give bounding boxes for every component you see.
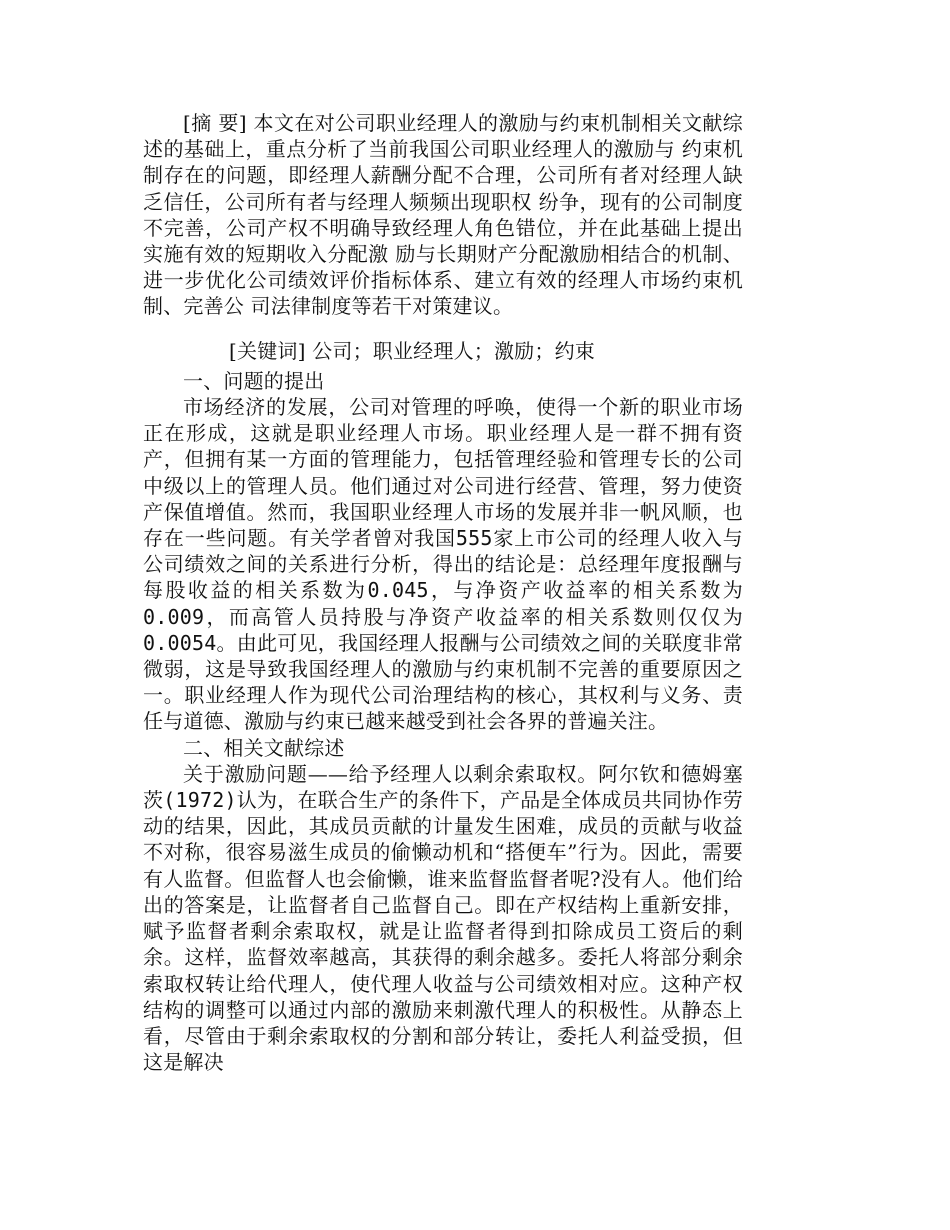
section-heading-2: 二、相关文献综述 (183, 735, 345, 760)
section-heading-1: 一、问题的提出 (183, 368, 325, 393)
abstract-paragraph (143, 110, 743, 320)
keywords-label: [关键词] (229, 338, 306, 363)
number-text: 555 (455, 526, 493, 551)
abstract-label: [摘 要] (183, 111, 247, 135)
abstract-text: 本文在对公司职业经理人的激励与约束机制相关文献综述的基础上，重点分析了当前我国公司职业经理人的激励与 约束机制存在的问题，即经理人薪酬分配不合理，公司所有者对经理人缺乏信任，公司所有者与经理人频频出现职权 纷争，现有的公司制度不完善，公司产权不明确导致经理人角色错位，并在此基础上提出实施有效的短期收入分配激 励与长期财产分配激励相结合的机制、进一步优化公司绩效评价指标体系、建立有效的经理人市场约束机制、完善公 司法律制度等若干对策建议。 (143, 111, 743, 319)
number-text: 0.045 (367, 578, 429, 603)
body-text: 认为，在联合生产的条件下，产品是全体成员共同协作劳动的结果，因此，其成员贡献的计量发生困难，成员的贡献与收益不对称，很容易滋生成员的偷懒动机和“搭便车”行为。因此，需要有人监督。但监督人也会偷懒，谁来监督监督者呢?没有人。他们给出的答案是，让监督者自己监督自己。即在产权结构上重新安排，赋予监督者剩余索取权，就是让监督者得到扣除成员工资后的剩余。这样，监督效率越高，其获得的剩余越多。委托人将部分剩余索取权转让给代理人，使代理人收益与公司绩效相对应。这种产权结构的调整可以通过内部的激励来刺激代理人的积极性。从静态上看，尽管由于剩余索取权的分割和部分转让，委托人利益受损，但这是解决 (143, 788, 744, 1075)
document-page (143, 110, 743, 1075)
number-text: 0.0054 (143, 630, 217, 655)
body-text: 。由此可见，我国经理人报酬与公司绩效之间的关联度非常微弱，这是导致我国经理人的激励与约束机制不完善的重要原因之一。职业经理人作为现代公司治理结构的核心，其权利与义务、责任与道德、激励与约束已越来越受到社会各界的普遍关注。 (143, 630, 743, 734)
body-text: 市场经济的发展，公司对管理的呼唤，使得一个新的职业市场正在形成，这就是职业经理人市场。职业经理人是一群不拥有资产，但拥有某一方面的管理能力，包括管理经验和管理专长的公司中级以上的管理人员。他们通过对公司进行经营、管理，努力使资产保值增值。然而，我国职业经理人市场的发展并非一帆风顺，也存在一些问题。有关学者曾对我国 (143, 395, 743, 551)
section1-paragraph (143, 394, 743, 735)
keywords-line (143, 338, 743, 364)
keywords-text: 公司；职业经理人；激励；约束 (305, 338, 595, 363)
section2-paragraph (143, 761, 743, 1075)
number-text: (1972) (163, 788, 237, 813)
body-text: ，而高管人员持股与净资产收益率的相关系数则仅仅为 (204, 604, 743, 629)
body-text: 关于激励问题——给予经理人以剩余索取权。阿尔钦和德姆塞茨 (143, 761, 743, 813)
number-text: 0.009 (143, 604, 205, 629)
body-text: ，与净资产收益率的相关系数为 (428, 578, 744, 603)
body-text: 家上市公司的经理人收入与公司绩效之间的关系进行分析，得出的结论是：总经理年度报酬与每股收益的相关系数为 (143, 526, 743, 603)
